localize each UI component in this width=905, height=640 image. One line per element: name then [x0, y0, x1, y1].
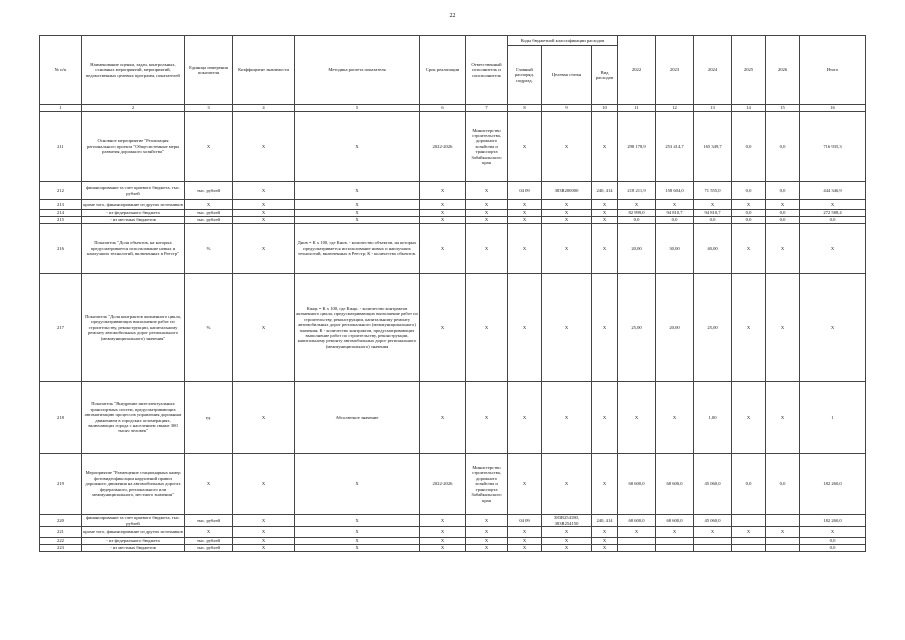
row-total: 182 260,0 — [800, 515, 866, 527]
row-value-2026: 0,0 — [766, 454, 800, 515]
row-total: 716 935,3 — [800, 112, 866, 182]
header-kbk-group: Коды бюджетной классификации расходов — [508, 36, 618, 46]
row-target-article: Х — [542, 210, 592, 217]
row-number: 217 — [40, 274, 82, 382]
row-term: Х — [420, 274, 466, 382]
row-term: Х — [420, 217, 466, 224]
row-total: 0,0 — [800, 538, 866, 545]
row-grbs: Х — [508, 545, 542, 552]
row-name: финансирование за счет краевого бюджета, тыс. рублей — [82, 515, 185, 527]
page-number: 22 — [449, 13, 456, 19]
table-row — [40, 545, 866, 552]
row-method: Х — [295, 182, 420, 200]
row-method: Кжцк = К х 100, где Кжцк. - количество контрактов жизненного цикла, предусматривающих выполнение работ по строительству, реконструкции, капитальному ремонту автомобильных дорог регионального (межмуниципального) значения; К - количество контрактов, предусматривающих выполнение работ по строительству, реконструкции, капитальному ремонту автомобильных дорог регионального (межмуниципального) значения — [295, 274, 420, 382]
row-value-2024: 165 349,7 — [694, 112, 732, 182]
row-responsible: Х — [466, 182, 508, 200]
col-number: 10 — [592, 105, 618, 112]
header-total: Итого — [800, 36, 866, 105]
row-target-article: 383R254180, 383R254150 — [542, 515, 592, 527]
row-unit: тыс. рублей — [185, 210, 233, 217]
row-value-2024 — [694, 545, 732, 552]
row-expense-type: Х — [592, 454, 618, 515]
row-total: 0,0 — [800, 217, 866, 224]
row-expense-type: Х — [592, 382, 618, 454]
row-total: 0,0 — [800, 545, 866, 552]
row-name: Показатель "Доля контрактов жизненного цикла, предусматривающих выполнение работ по строительству, реконструкции, капитальному ремонту автомобильных дорог регионального (межмуниципального) значения" — [82, 274, 185, 382]
row-term: Х — [420, 382, 466, 454]
row-expense-type: Х — [592, 210, 618, 217]
row-number: 218 — [40, 382, 82, 454]
row-number: 211 — [40, 112, 82, 182]
row-expense-type: 240, 414 — [592, 515, 618, 527]
row-grbs: Х — [508, 200, 542, 210]
row-grbs: 04 09 — [508, 515, 542, 527]
row-method: Х — [295, 217, 420, 224]
row-value-2026: 0,0 — [766, 217, 800, 224]
col-number: 7 — [466, 105, 508, 112]
row-value-2024: Х — [694, 200, 732, 210]
row-unit: Х — [185, 454, 233, 515]
row-responsible: Х — [466, 217, 508, 224]
row-number: 221 — [40, 527, 82, 538]
header-2024: 2024 — [694, 36, 732, 105]
row-target-article: Х — [542, 112, 592, 182]
row-term: Х — [420, 200, 466, 210]
program-table — [39, 35, 866, 552]
row-responsible: Х — [466, 538, 508, 545]
row-unit: тыс. рублей — [185, 182, 233, 200]
row-coef: Х — [233, 200, 295, 210]
row-total: 272 588,4 — [800, 210, 866, 217]
row-value-2023: 0,0 — [656, 217, 694, 224]
row-value-2024: 25,00 — [694, 274, 732, 382]
table-row — [40, 112, 866, 182]
row-number: 215 — [40, 217, 82, 224]
row-name: - из местных бюджетов — [82, 545, 185, 552]
row-unit: % — [185, 274, 233, 382]
row-value-2024: 40,00 — [694, 224, 732, 274]
table-row — [40, 224, 866, 274]
row-expense-type: Х — [592, 545, 618, 552]
row-total: Х — [800, 274, 866, 382]
row-name: - из федерального бюджета — [82, 538, 185, 545]
row-expense-type: Х — [592, 527, 618, 538]
header-2022: 2022 — [618, 36, 656, 105]
table-row — [40, 527, 866, 538]
row-name: Мероприятие "Размещение стационарных камер фотовидеофиксации нарушений правил дорожного движения на автомобильных дорогах федерального, регионального или межмуниципального, местного значения" — [82, 454, 185, 515]
row-coef: Х — [233, 545, 295, 552]
row-name: Показатель "Доля объектов, на которых предусматривается использование новых и наилучших технологий, включенных в Реестр" — [82, 224, 185, 274]
row-coef: Х — [233, 182, 295, 200]
row-value-2025: 0,0 — [732, 217, 766, 224]
table-row — [40, 538, 866, 545]
row-method: Х — [295, 527, 420, 538]
table-row — [40, 182, 866, 200]
row-method: Х — [295, 538, 420, 545]
row-method: Х — [295, 545, 420, 552]
row-value-2025: 0,0 — [732, 112, 766, 182]
row-value-2025: Х — [732, 274, 766, 382]
col-number: 12 — [656, 105, 694, 112]
table-row — [40, 200, 866, 210]
row-value-2022 — [618, 538, 656, 545]
row-value-2026: Х — [766, 200, 800, 210]
row-value-2022: Х — [618, 382, 656, 454]
row-target-article: Х — [542, 217, 592, 224]
row-coef: Х — [233, 515, 295, 527]
row-value-2026: Х — [766, 382, 800, 454]
row-number: 219 — [40, 454, 82, 515]
row-number: 223 — [40, 545, 82, 552]
row-coef: Х — [233, 382, 295, 454]
col-number: 15 — [766, 105, 800, 112]
row-grbs: Х — [508, 210, 542, 217]
row-value-2022: Х — [618, 200, 656, 210]
row-coef: Х — [233, 217, 295, 224]
row-target-article: Х — [542, 200, 592, 210]
row-method: Днов = К х 100, где Кнов. - количество объектов, на которых предусматривается использование новых и наилучших технологий, включенных в Реестр; К - количество объектов. — [295, 224, 420, 274]
row-grbs: Х — [508, 382, 542, 454]
row-value-2026 — [766, 545, 800, 552]
row-value-2026: 0,0 — [766, 182, 800, 200]
row-expense-type: Х — [592, 112, 618, 182]
row-expense-type: Х — [592, 200, 618, 210]
row-target-article: Х — [542, 274, 592, 382]
row-value-2023: Х — [656, 200, 694, 210]
row-value-2023: 94 810,7 — [656, 210, 694, 217]
row-value-2022: 82 999,0 — [618, 210, 656, 217]
row-expense-type: Х — [592, 224, 618, 274]
col-number: 14 — [732, 105, 766, 112]
row-number: 220 — [40, 515, 82, 527]
row-value-2026: Х — [766, 274, 800, 382]
row-number: 212 — [40, 182, 82, 200]
col-number: 9 — [542, 105, 592, 112]
row-name: финансирование за счет краевого бюджета, тыс. рублей — [82, 182, 185, 200]
row-grbs: Х — [508, 538, 542, 545]
row-target-article: Х — [542, 545, 592, 552]
row-value-2025: 0,0 — [732, 182, 766, 200]
row-responsible: Х — [466, 210, 508, 217]
row-total: 182 260,0 — [800, 454, 866, 515]
row-value-2025: 0,0 — [732, 210, 766, 217]
row-value-2025 — [732, 545, 766, 552]
row-value-2022: 0,0 — [618, 217, 656, 224]
row-value-2025: Х — [732, 382, 766, 454]
row-coef: Х — [233, 274, 295, 382]
row-number: 214 — [40, 210, 82, 217]
row-value-2023 — [656, 545, 694, 552]
row-responsible: Х — [466, 382, 508, 454]
row-unit: Х — [185, 112, 233, 182]
row-value-2024: 0,0 — [694, 217, 732, 224]
row-unit: Х — [185, 200, 233, 210]
row-coef: Х — [233, 527, 295, 538]
row-total: 1 — [800, 382, 866, 454]
col-number: 5 — [295, 105, 420, 112]
row-value-2026: Х — [766, 527, 800, 538]
row-value-2024 — [694, 538, 732, 545]
row-value-2022: 298 178,9 — [618, 112, 656, 182]
row-unit: ед. — [185, 382, 233, 454]
row-term: 2022-2026 — [420, 454, 466, 515]
row-total: 444 346,9 — [800, 182, 866, 200]
row-unit: % — [185, 224, 233, 274]
row-value-2026: Х — [766, 224, 800, 274]
table-row — [40, 210, 866, 217]
row-grbs: Х — [508, 527, 542, 538]
row-value-2025 — [732, 515, 766, 527]
row-term: Х — [420, 224, 466, 274]
row-target-article: Х — [542, 224, 592, 274]
col-number: 2 — [82, 105, 185, 112]
row-total: Х — [800, 527, 866, 538]
row-term: Х — [420, 182, 466, 200]
row-term: 2022-2026 — [420, 112, 466, 182]
row-expense-type: Х — [592, 217, 618, 224]
row-coef: Х — [233, 112, 295, 182]
header-coef: Коэффициент значимости — [233, 36, 295, 105]
table-row — [40, 382, 866, 454]
row-value-2025: Х — [732, 200, 766, 210]
row-value-2022: 25,00 — [618, 274, 656, 382]
row-value-2022 — [618, 545, 656, 552]
row-responsible: Х — [466, 274, 508, 382]
row-term: Х — [420, 545, 466, 552]
row-value-2024: 45 060,0 — [694, 454, 732, 515]
row-value-2025: Х — [732, 224, 766, 274]
row-term: Х — [420, 210, 466, 217]
row-value-2026: 0,0 — [766, 112, 800, 182]
row-grbs: Х — [508, 112, 542, 182]
row-coef: Х — [233, 454, 295, 515]
row-value-2026: 0,0 — [766, 210, 800, 217]
col-number: 13 — [694, 105, 732, 112]
row-value-2023: 68 600,0 — [656, 515, 694, 527]
row-target-article: Х — [542, 454, 592, 515]
col-number: 3 — [185, 105, 233, 112]
row-value-2023: Х — [656, 527, 694, 538]
row-value-2023: Х — [656, 382, 694, 454]
row-term: Х — [420, 515, 466, 527]
row-responsible: Х — [466, 545, 508, 552]
row-value-2023: 68 600,0 — [656, 454, 694, 515]
row-value-2023: 253 414,7 — [656, 112, 694, 182]
col-number: 6 — [420, 105, 466, 112]
table-row — [40, 217, 866, 224]
row-value-2022: 68 600,0 — [618, 515, 656, 527]
header-2025: 2025 — [732, 36, 766, 105]
row-total: Х — [800, 224, 866, 274]
header-csr: Целевая статья — [542, 46, 592, 105]
row-name: Основное мероприятие "Реализация регионального проекта "Общесистемные меры развития дорожного хозяйства" — [82, 112, 185, 182]
row-value-2024: 1,00 — [694, 382, 732, 454]
row-value-2025: 0,0 — [732, 454, 766, 515]
row-target-article: Х — [542, 527, 592, 538]
header-vr: Вид расходов — [592, 46, 618, 105]
row-coef: Х — [233, 224, 295, 274]
row-value-2024: Х — [694, 527, 732, 538]
row-value-2023: 158 604,0 — [656, 182, 694, 200]
row-responsible: Х — [466, 527, 508, 538]
column-numbers-row — [40, 105, 866, 112]
row-name: кроме того, финансирование из других источников — [82, 200, 185, 210]
row-grbs: Х — [508, 217, 542, 224]
row-term: Х — [420, 538, 466, 545]
col-number: 4 — [233, 105, 295, 112]
header-grbs: Главный распоряд. подразд. — [508, 46, 542, 105]
row-coef: Х — [233, 210, 295, 217]
row-number: 222 — [40, 538, 82, 545]
row-value-2023: 30,00 — [656, 224, 694, 274]
header-2026: 2026 — [766, 36, 800, 105]
row-grbs: Х — [508, 274, 542, 382]
row-responsible: Х — [466, 224, 508, 274]
row-expense-type: Х — [592, 274, 618, 382]
row-unit: Х — [185, 527, 233, 538]
row-value-2024: 71 555,0 — [694, 182, 732, 200]
row-value-2024: 94 810,7 — [694, 210, 732, 217]
row-value-2026 — [766, 538, 800, 545]
header-unit: Единица измерения показателя — [185, 36, 233, 105]
row-method: Абсолютное значение — [295, 382, 420, 454]
table-row — [40, 454, 866, 515]
row-value-2023: 20,00 — [656, 274, 694, 382]
row-value-2022: 218 211,9 — [618, 182, 656, 200]
table-header — [40, 36, 866, 112]
row-value-2025 — [732, 538, 766, 545]
row-value-2025: Х — [732, 527, 766, 538]
row-method: Х — [295, 515, 420, 527]
col-number: 11 — [618, 105, 656, 112]
row-total: Х — [800, 200, 866, 210]
row-method: Х — [295, 112, 420, 182]
col-number: 8 — [508, 105, 542, 112]
row-grbs: Х — [508, 224, 542, 274]
row-responsible: Министерство строительства, дорожного хозяйства и транспорта Забайкальского края — [466, 112, 508, 182]
row-value-2023 — [656, 538, 694, 545]
row-name: кроме того, финансирование из других источников — [82, 527, 185, 538]
row-number: 213 — [40, 200, 82, 210]
row-expense-type: 240, 414 — [592, 182, 618, 200]
table-row — [40, 274, 866, 382]
col-number: 1 — [40, 105, 82, 112]
row-responsible: Х — [466, 515, 508, 527]
table-row — [40, 515, 866, 527]
row-method: Х — [295, 454, 420, 515]
row-value-2026 — [766, 515, 800, 527]
row-responsible: Министерство строительства, дорожного хозяйства и транспорта Забайкальского края — [466, 454, 508, 515]
row-unit: тыс. рублей — [185, 217, 233, 224]
row-value-2022: Х — [618, 527, 656, 538]
row-grbs: 04 09 — [508, 182, 542, 200]
row-expense-type: Х — [592, 538, 618, 545]
row-target-article: Х — [542, 382, 592, 454]
row-unit: тыс. рублей — [185, 515, 233, 527]
col-number: 16 — [800, 105, 866, 112]
row-unit: тыс. рублей — [185, 545, 233, 552]
row-name: - из федерального бюджета — [82, 210, 185, 217]
table-body — [40, 112, 866, 552]
row-unit: тыс. рублей — [185, 538, 233, 545]
header-num: № п/п — [40, 36, 82, 105]
row-value-2022: 20,00 — [618, 224, 656, 274]
row-coef: Х — [233, 538, 295, 545]
row-value-2022: 68 600,0 — [618, 454, 656, 515]
header-term: Срок реализации — [420, 36, 466, 105]
row-grbs: Х — [508, 454, 542, 515]
row-name: - из местных бюджетов — [82, 217, 185, 224]
header-name: Наименование оценки, задач, контрольных, основных мероприятий, мероприятий, ведомственных целевых программ, показателей — [82, 36, 185, 105]
row-method: Х — [295, 210, 420, 217]
row-number: 216 — [40, 224, 82, 274]
row-method: Х — [295, 200, 420, 210]
row-target-article: 383R200000 — [542, 182, 592, 200]
row-term: Х — [420, 527, 466, 538]
row-name: Показатель "Внедрение интеллектуальных транспортных систем, предусматривающих автоматизацию процессов управления дорожным движением в городских агломерациях, включающих города с населением свыше 300 тысяч человек" — [82, 382, 185, 454]
header-2023: 2023 — [656, 36, 694, 105]
row-target-article: Х — [542, 538, 592, 545]
header-resp: Ответственный исполнитель и соисполнитель — [466, 36, 508, 105]
row-value-2024: 45 060,0 — [694, 515, 732, 527]
header-method: Методика расчета показателя — [295, 36, 420, 105]
row-responsible: Х — [466, 200, 508, 210]
